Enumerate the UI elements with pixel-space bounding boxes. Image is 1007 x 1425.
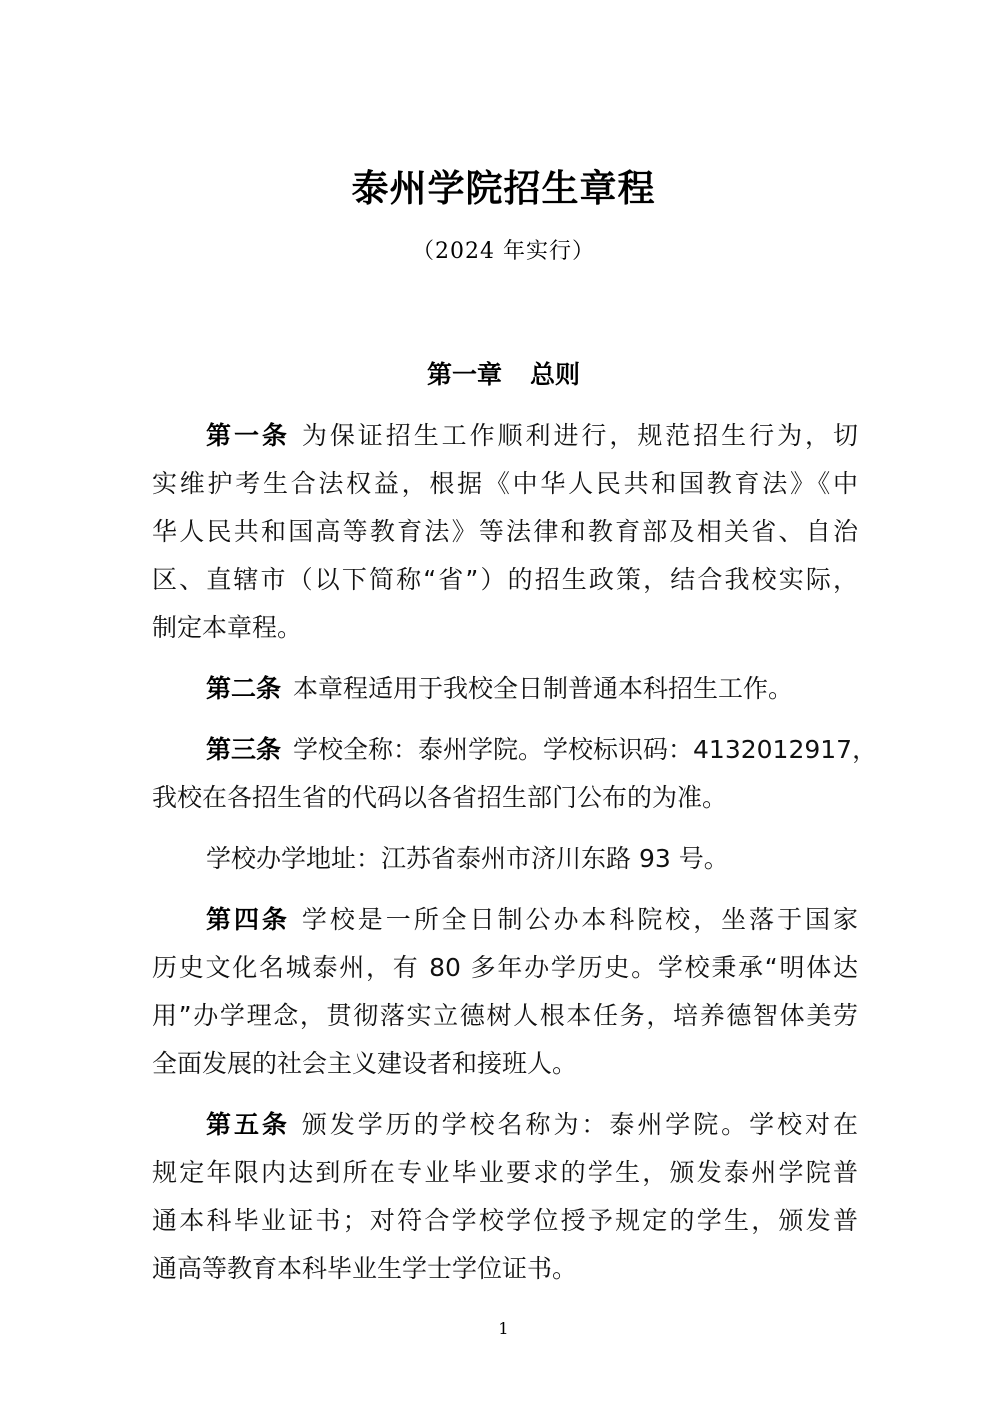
article-line bbox=[206, 669, 858, 709]
article-line: 历史文化名城泰州，有 80 多年办学历史。学校秉承“明体达 bbox=[152, 953, 858, 982]
document-title: 泰州学院招生章程 bbox=[351, 166, 656, 210]
chapter-name: 总则 bbox=[530, 360, 581, 389]
article-label: 第三条 bbox=[206, 735, 282, 764]
article-line: 我校在各招生省的代码以各省招生部门公布的为准。 bbox=[152, 783, 728, 812]
article-line: 实维护考生合法权益，根据《中华人民共和国教育法》《中 bbox=[152, 469, 858, 498]
article-text: 本章程适用于我校全日制普通本科招生工作。 bbox=[293, 674, 794, 703]
article-line bbox=[206, 1105, 858, 1145]
article-line: 通本科毕业证书；对符合学校学位授予规定的学生，颁发普 bbox=[152, 1206, 858, 1235]
article-line: 全面发展的社会主义建设者和接班人。 bbox=[152, 1049, 578, 1078]
article-line: 学校办学地址：江苏省泰州市济川东路 93 号。 bbox=[206, 844, 729, 873]
article-label: 第二条 bbox=[206, 674, 282, 703]
article-text: 颁发学历的学校名称为：泰州学院。学校对在 bbox=[301, 1110, 858, 1139]
article-label: 第一条 bbox=[206, 421, 290, 450]
article-line bbox=[206, 730, 878, 770]
article-text: 为保证招生工作顺利进行，规范招生行为，切 bbox=[301, 421, 858, 450]
article-line: 规定年限内达到所在专业毕业要求的学生，颁发泰州学院普 bbox=[152, 1158, 858, 1187]
article-text: 学校是一所全日制公办本科院校，坐落于国家 bbox=[301, 905, 858, 934]
article-line: 制定本章程。 bbox=[152, 613, 303, 642]
article-line bbox=[206, 900, 858, 940]
article-line: 通高等教育本科毕业生学士学位证书。 bbox=[152, 1254, 578, 1283]
chapter-number: 第一章 bbox=[426, 360, 502, 389]
article-line: 区、直辖市（以下简称“省”）的招生政策，结合我校实际， bbox=[152, 565, 858, 594]
page-number: 1 bbox=[498, 1319, 509, 1338]
article-line: 用”办学理念，贯彻落实立德树人根本任务，培养德智体美劳 bbox=[152, 1001, 858, 1030]
article-text: 学校全称：泰州学院。学校标识码：4132012917， bbox=[293, 735, 878, 764]
article-line bbox=[206, 416, 858, 456]
article-label: 第四条 bbox=[206, 905, 290, 934]
article-label: 第五条 bbox=[206, 1110, 290, 1139]
article-line: 华人民共和国高等教育法》等法律和教育部及相关省、自治 bbox=[152, 517, 858, 546]
document-subtitle: （2024 年实行） bbox=[412, 239, 595, 264]
chapter-heading bbox=[0, 356, 1007, 394]
